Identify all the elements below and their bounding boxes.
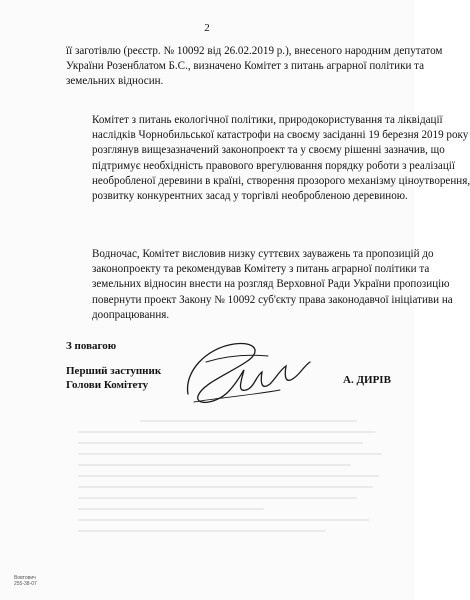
paragraph-line: розглянув вищезазначений законопроект та у своєму рішенні зазначив, що xyxy=(92,144,445,157)
signatory-title xyxy=(66,364,161,392)
signatory-title-line1: Перший заступник xyxy=(66,365,162,377)
closing-salutation: З повагою xyxy=(66,340,117,352)
paragraph-line: доопрацювання. xyxy=(92,308,170,321)
signatory-title-line2: Голови Комітету xyxy=(66,379,149,391)
footer-contact xyxy=(14,575,37,587)
paragraph-line: законопроекту та рекомендував Комітету з питань аграрної політики та xyxy=(92,263,430,276)
paragraph-line: Водночас, Комітет висловив низку суттєвих зауважень та пропозицій до xyxy=(92,248,434,260)
signatory-name: А. ДИРІВ xyxy=(343,374,391,386)
paragraph-line: повернути проект Закону № 10092 суб'єкту права законодавчої ініціативи на xyxy=(92,293,453,306)
paragraph-1 xyxy=(66,44,443,90)
paragraph-line: необробленої деревини в країні, створення прозорого механізму ціноутворення, xyxy=(92,174,470,187)
show-through-text xyxy=(78,420,388,570)
handwritten-signature xyxy=(176,332,316,410)
paragraph-line: наслідків Чорнобильської катастрофи на своєму засіданні 19 березня 2019 року xyxy=(92,129,469,142)
footer-author: Вовтович xyxy=(14,575,36,581)
paragraph-line: земельних відносин. xyxy=(66,75,164,88)
paragraph-line: розвитку конкурентних засад у торгівлі необробленою деревиною. xyxy=(92,190,408,203)
paragraph-line: земельних відносин внести на розгляд Верховної Ради України пропозицію xyxy=(92,278,450,291)
paragraph-line: України Розенблатом Б.С., визначено Комітет з питань аграрної політики та xyxy=(66,60,425,73)
paragraph-line: Комітет з питань екологічної політики, природокористування та ліквідації xyxy=(92,114,443,126)
paragraph-line: її заготівлю (реєстр. № 10092 від 26.02.2019 р.), внесеного народним депутатом xyxy=(66,45,443,57)
paragraph-2 xyxy=(66,113,470,204)
footer-phone: 255-38-07 xyxy=(14,581,37,587)
page-number: 2 xyxy=(204,22,210,34)
paragraph-3 xyxy=(66,247,453,323)
paragraph-line: підтримує необхідність правового врегулювання порядку роботи з реалізації xyxy=(92,159,455,172)
